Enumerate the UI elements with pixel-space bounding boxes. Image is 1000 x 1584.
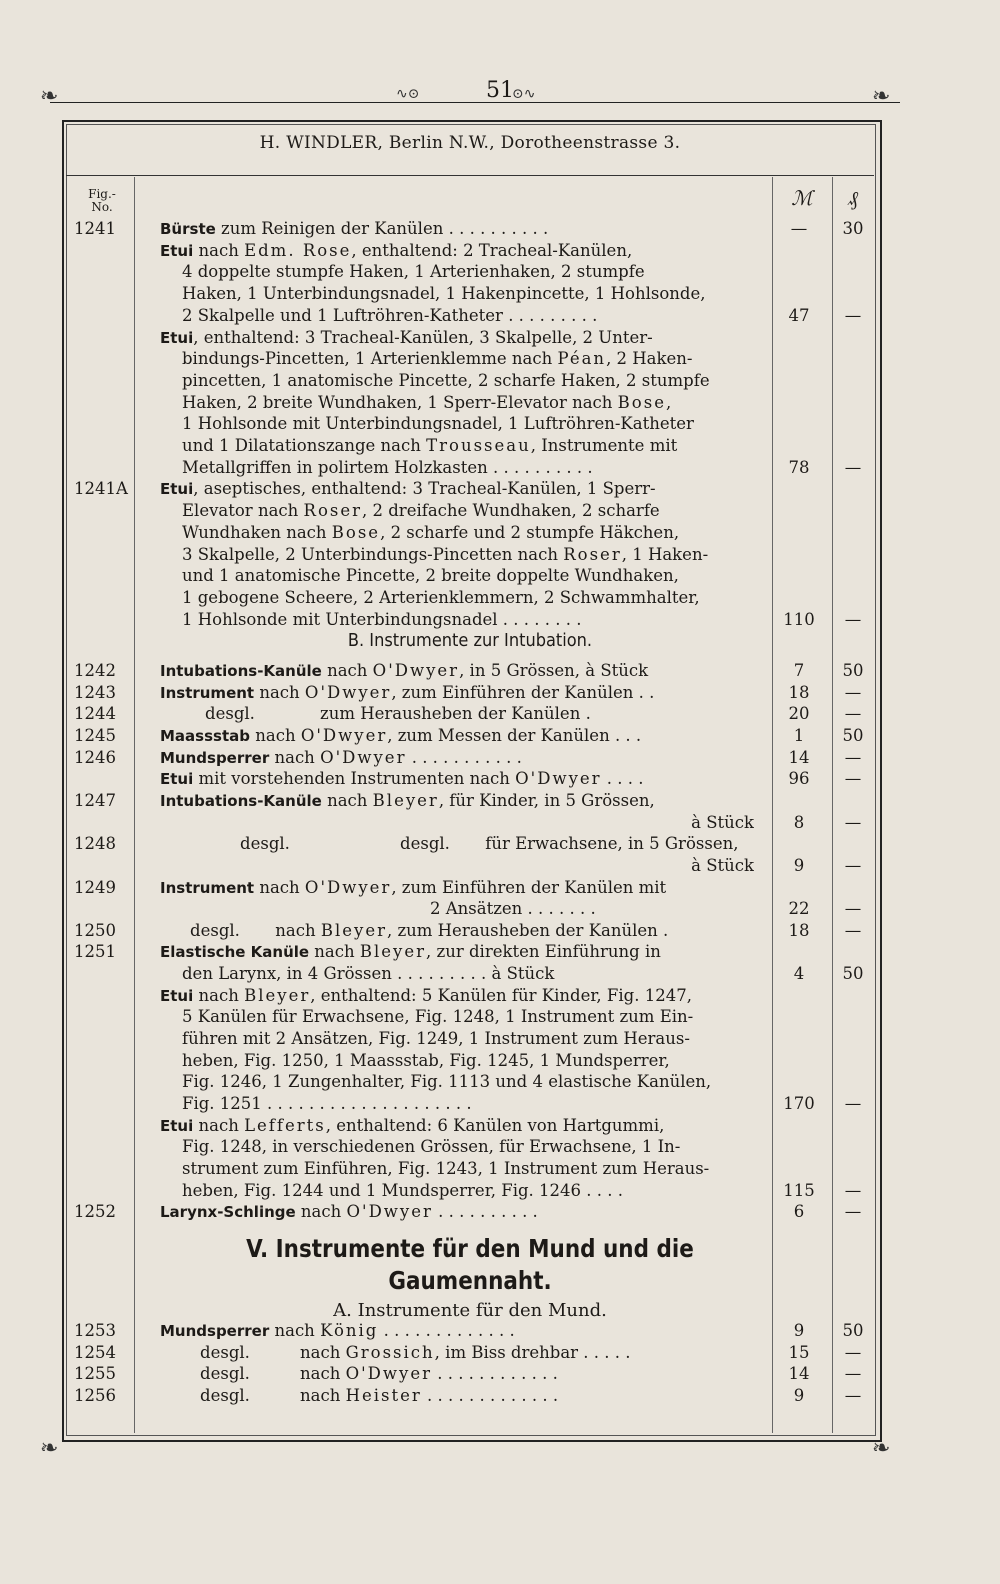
entry-text: Etui nach Lefferts, enthaltend: 6 Kanülen von Hartgummi, bbox=[160, 1115, 665, 1135]
entry-text: Fig. 1248, in verschiedenen Grössen, für Erwachsene, 1 In- bbox=[182, 1137, 681, 1157]
entry-text: à Stück bbox=[691, 812, 754, 832]
figure-number: 1241 bbox=[74, 219, 116, 238]
price-pfennig: — bbox=[844, 609, 862, 629]
price-pfennig: — bbox=[844, 1202, 862, 1222]
price-mark: 96 bbox=[788, 769, 810, 789]
figure-number: 1250 bbox=[74, 920, 116, 940]
figure-number: 1243 bbox=[74, 682, 116, 702]
price-mark: 20 bbox=[788, 704, 810, 724]
entry-text: Maassstab nach O'Dwyer, zum Messen der Kanülen . . . bbox=[160, 725, 642, 745]
ornament-top-center-right: ⊙∿ bbox=[512, 86, 536, 102]
figure-number: 1247 bbox=[74, 790, 116, 810]
entry-text: à Stück bbox=[691, 855, 754, 875]
price-mark: 1 bbox=[793, 725, 805, 745]
entry-text: Etui nach Edm. Rose, enthaltend: 2 Tracheal-Kanülen, bbox=[160, 240, 633, 260]
price-mark: 4 bbox=[793, 964, 805, 984]
price-pfennig: — bbox=[844, 305, 862, 325]
price-mark: 9 bbox=[793, 1321, 805, 1340]
figure-number: 1256 bbox=[74, 1386, 116, 1406]
ornament-top-right: ❧ bbox=[872, 84, 891, 109]
entry-text: Instrument nach O'Dwyer, zum Einführen der Kanülen . . bbox=[160, 682, 655, 702]
entry-text: Intubations-Kanüle nach Bleyer, für Kinder, in 5 Grössen, bbox=[160, 790, 655, 810]
figure-number: 1242 bbox=[74, 661, 116, 680]
price-mark: 18 bbox=[788, 682, 810, 702]
price-mark: 115 bbox=[783, 1180, 815, 1200]
figure-number: 1251 bbox=[74, 942, 116, 962]
price-pfennig: 50 bbox=[842, 725, 864, 745]
figure-number: 1249 bbox=[74, 877, 116, 897]
price-pfennig: 30 bbox=[842, 219, 864, 238]
figure-number: 1252 bbox=[74, 1202, 116, 1222]
entry-text: desgl. nach Bleyer, zum Herausheben der Kanülen . bbox=[190, 920, 669, 940]
price-mark: 8 bbox=[793, 812, 805, 832]
column-header-pf: ₰ bbox=[848, 186, 858, 210]
price-mark: 9 bbox=[793, 855, 805, 875]
column-rule-pf bbox=[832, 177, 833, 1433]
entry-text: bindungs-Pincetten, 1 Arterienklemme nach Péan, 2 Haken- bbox=[182, 349, 693, 369]
entry-text: Intubations-Kanüle nach O'Dwyer, in 5 Grössen, à Stück bbox=[160, 661, 649, 680]
figure-number: 1246 bbox=[74, 747, 116, 767]
top-rule bbox=[50, 102, 900, 103]
entry-text: Etui, enthaltend: 3 Tracheal-Kanülen, 3 Skalpelle, 2 Unter- bbox=[160, 327, 653, 347]
column-header-mark: ℳ bbox=[791, 186, 813, 210]
price-mark: 6 bbox=[793, 1202, 805, 1222]
entry-text: 1 gebogene Scheere, 2 Arterienklemmern, 2 Schwammhalter, bbox=[182, 587, 700, 607]
figure-number: 1253 bbox=[74, 1321, 116, 1340]
entry-text: Etui mit vorstehenden Instrumenten nach O'Dwyer . . . . bbox=[160, 769, 644, 789]
figure-number: 1254 bbox=[74, 1342, 116, 1362]
entry-text: 1 Hohlsonde mit Unterbindungsnadel, 1 Luftröhren-Katheter bbox=[182, 414, 694, 434]
price-mark: 14 bbox=[788, 747, 810, 767]
entry-text: desgl. nach Heister . . . . . . . . . . . . . bbox=[200, 1386, 559, 1406]
price-mark: 15 bbox=[788, 1342, 810, 1362]
price-pfennig: 50 bbox=[842, 1321, 864, 1340]
entry-text: Elastische Kanüle nach Bleyer, zur direkten Einführung in bbox=[160, 942, 661, 962]
price-mark: 78 bbox=[788, 457, 810, 477]
entry-text: Haken, 1 Unterbindungsnadel, 1 Hakenpincette, 1 Hohlsonde, bbox=[182, 284, 706, 304]
entry-text: heben, Fig. 1250, 1 Maassstab, Fig. 1245, 1 Mundsperrer, bbox=[182, 1050, 670, 1070]
price-pfennig: — bbox=[844, 855, 862, 875]
entry-text: heben, Fig. 1244 und 1 Mundsperrer, Fig. 1246 . . . . bbox=[182, 1180, 623, 1200]
entry-text: 1 Hohlsonde mit Unterbindungsnadel . . . . . . . . bbox=[182, 609, 582, 629]
price-pfennig: — bbox=[844, 1386, 862, 1406]
ornament-bottom-right: ❧ bbox=[872, 1436, 891, 1461]
entry-text: Etui nach Bleyer, enthaltend: 5 Kanülen für Kinder, Fig. 1247, bbox=[160, 985, 692, 1005]
ornament-top-left: ❧ bbox=[40, 84, 59, 109]
price-mark: 7 bbox=[793, 661, 805, 680]
price-pfennig: — bbox=[844, 457, 862, 477]
figure-number: 1244 bbox=[74, 704, 116, 724]
price-pfennig: — bbox=[844, 920, 862, 940]
entry-text: Bürste zum Reinigen der Kanülen . . . . . . . . . . bbox=[160, 219, 549, 238]
chapter-title-line-1: V. Instrumente für den Mund und die bbox=[246, 1234, 694, 1263]
price-pfennig: — bbox=[844, 1094, 862, 1113]
price-mark: 170 bbox=[783, 1094, 815, 1113]
page-number: 51 bbox=[486, 78, 514, 103]
price-mark: 110 bbox=[783, 609, 815, 629]
entry-text: pincetten, 1 anatomische Pincette, 2 scharfe Haken, 2 stumpfe bbox=[182, 370, 710, 390]
price-mark: 14 bbox=[788, 1364, 810, 1384]
entry-text: 5 Kanülen für Erwachsene, Fig. 1248, 1 Instrument zum Ein- bbox=[182, 1007, 694, 1027]
price-pfennig: 50 bbox=[842, 661, 864, 680]
chapter-title-line-2: Gaumennaht. bbox=[388, 1266, 552, 1295]
entry-text: und 1 Dilatationszange nach Trousseau, Instrumente mit bbox=[182, 436, 678, 455]
price-pfennig: 50 bbox=[842, 964, 864, 984]
entry-text: 4 doppelte stumpfe Haken, 1 Arterienhaken, 2 stumpfe bbox=[182, 262, 645, 282]
price-pfennig: — bbox=[844, 1180, 862, 1200]
price-pfennig: — bbox=[844, 1364, 862, 1384]
price-mark: 22 bbox=[788, 899, 810, 919]
entry-text: strument zum Einführen, Fig. 1243, 1 Instrument zum Heraus- bbox=[182, 1158, 710, 1178]
price-pfennig: — bbox=[844, 1342, 862, 1362]
figure-number: 1241A bbox=[74, 479, 128, 499]
page-header: H. WINDLER, Berlin N.W., Dorotheenstrasse 3. bbox=[259, 133, 681, 153]
entry-text: Etui, aseptisches, enthaltend: 3 Tracheal-Kanülen, 1 Sperr- bbox=[160, 479, 656, 499]
entry-text: führen mit 2 Ansätzen, Fig. 1249, 1 Instrument zum Heraus- bbox=[182, 1029, 690, 1049]
entry-text: Mundsperrer nach König . . . . . . . . . . . . . bbox=[160, 1321, 515, 1340]
entry-text: Haken, 2 breite Wundhaken, 1 Sperr-Elevator nach Bose, bbox=[182, 392, 672, 412]
entry-text: Fig. 1251 . . . . . . . . . . . . . . . . . . . . bbox=[182, 1094, 472, 1113]
ornament-bottom-left: ❧ bbox=[40, 1436, 59, 1461]
figure-number: 1245 bbox=[74, 725, 116, 745]
entry-text: Elevator nach Roser, 2 dreifache Wundhaken, 2 scharfe bbox=[182, 501, 660, 521]
price-pfennig: — bbox=[844, 812, 862, 832]
entry-text: desgl. nach Grossich, im Biss drehbar . . . . . bbox=[200, 1342, 631, 1362]
price-mark: — bbox=[790, 219, 808, 238]
entry-text: Mundsperrer nach O'Dwyer . . . . . . . . . . . bbox=[160, 747, 522, 767]
price-mark: 47 bbox=[788, 305, 810, 325]
entry-text: 2 Skalpelle und 1 Luftröhren-Katheter . . . . . . . . . bbox=[182, 305, 598, 325]
entry-text: den Larynx, in 4 Grössen . . . . . . . . . à Stück bbox=[182, 964, 555, 984]
price-pfennig: — bbox=[844, 769, 862, 789]
entry-text: desgl. zum Herausheben der Kanülen . bbox=[205, 704, 591, 724]
ornament-top-center-left: ∿⊙ bbox=[396, 86, 420, 102]
price-pfennig: — bbox=[844, 682, 862, 702]
figure-number: 1255 bbox=[74, 1364, 116, 1384]
section-heading-intubation: B. Instrumente zur Intubation. bbox=[347, 630, 593, 651]
price-pfennig: — bbox=[844, 704, 862, 724]
entry-text: und 1 anatomische Pincette, 2 breite doppelte Wundhaken, bbox=[182, 566, 679, 586]
entry-text: Instrument nach O'Dwyer, zum Einführen der Kanülen mit bbox=[160, 877, 667, 897]
entry-text: Larynx-Schlinge nach O'Dwyer . . . . . . . . . . bbox=[160, 1202, 538, 1222]
price-mark: 9 bbox=[793, 1386, 805, 1406]
entry-text: 3 Skalpelle, 2 Unterbindungs-Pincetten nach Roser, 1 Haken- bbox=[182, 544, 709, 564]
entry-text: desgl. nach O'Dwyer . . . . . . . . . . . . bbox=[200, 1364, 558, 1384]
entry-text: 2 Ansätzen . . . . . . . bbox=[430, 899, 596, 919]
entry-text: Metallgriffen in polirtem Holzkasten . . . . . . . . . . bbox=[182, 457, 593, 477]
header-rule bbox=[66, 175, 874, 176]
entry-text: desgl. desgl. für Erwachsene, in 5 Grössen, bbox=[240, 834, 739, 854]
figure-number: 1248 bbox=[74, 834, 116, 854]
price-pfennig: — bbox=[844, 899, 862, 919]
entry-text: Wundhaken nach Bose, 2 scharfe und 2 stumpfe Häkchen, bbox=[182, 522, 680, 542]
column-header-fig: Fig.- No. bbox=[88, 187, 116, 214]
price-mark: 18 bbox=[788, 920, 810, 940]
entry-text: Fig. 1246, 1 Zungenhalter, Fig. 1113 und 4 elastische Kanülen, bbox=[182, 1072, 712, 1092]
price-pfennig: — bbox=[844, 747, 862, 767]
section-heading-mouth: A. Instrumente für den Mund. bbox=[333, 1300, 607, 1321]
